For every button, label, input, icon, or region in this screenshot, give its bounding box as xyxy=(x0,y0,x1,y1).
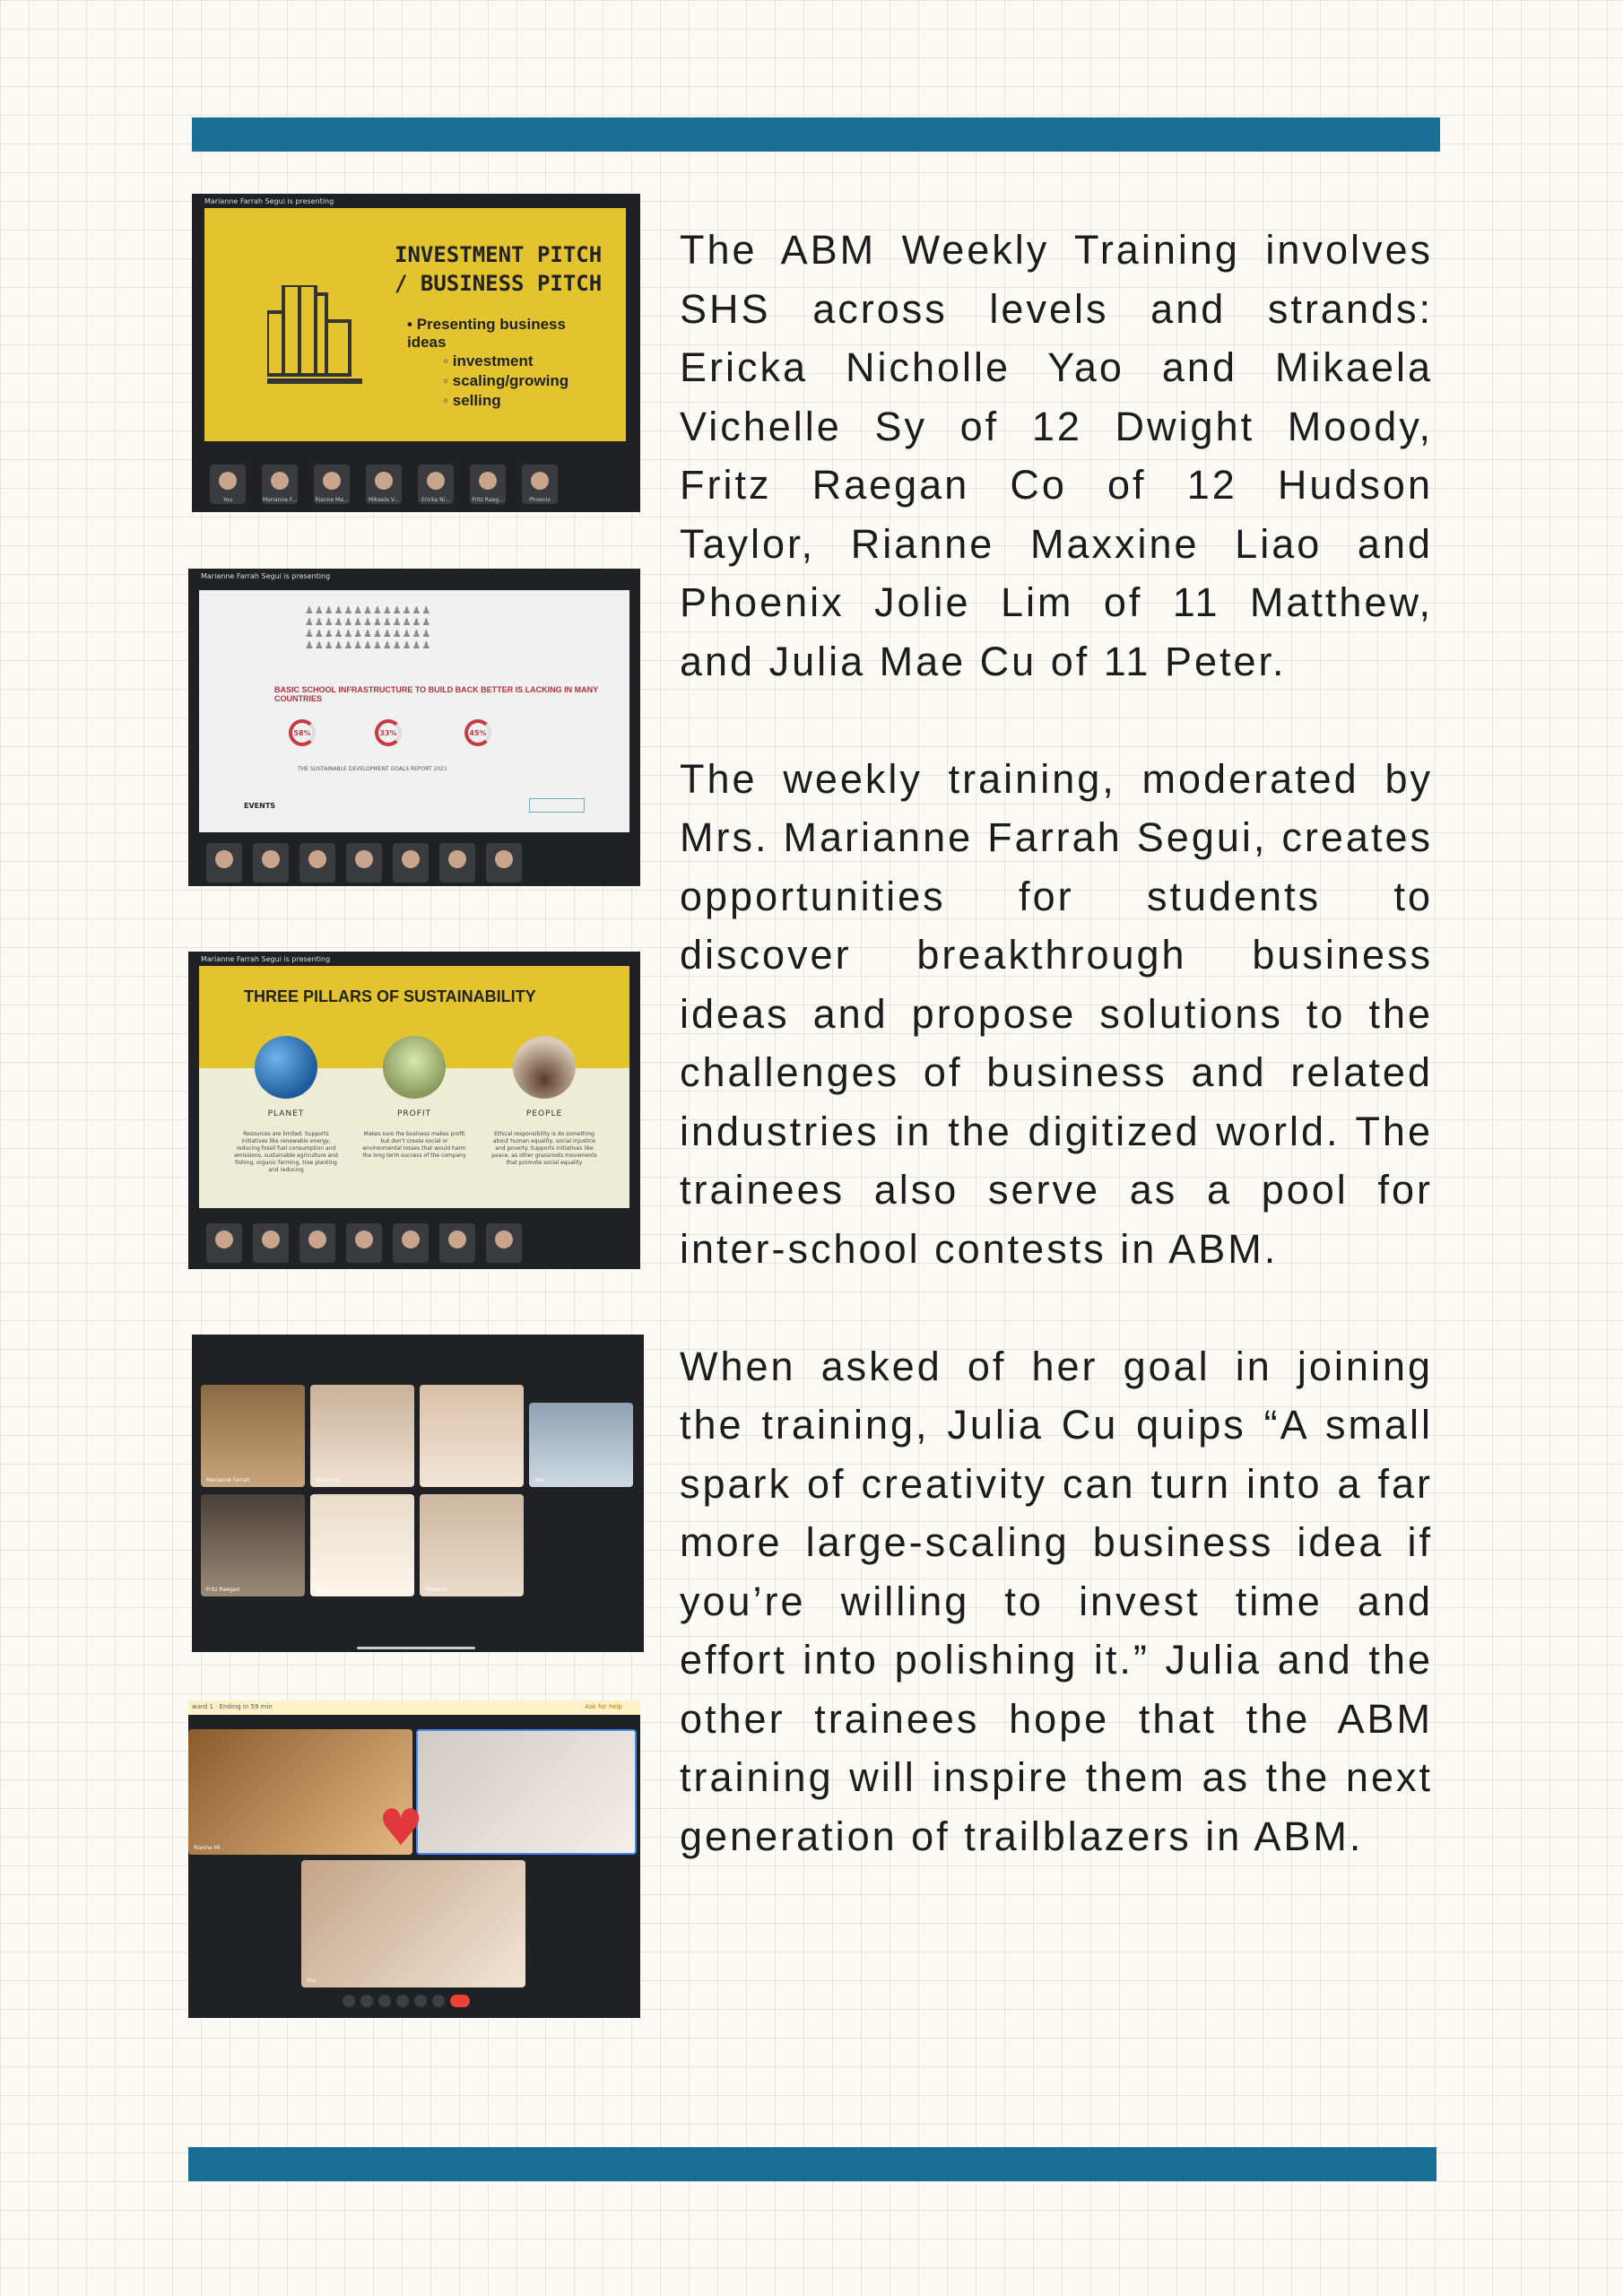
end-call-icon[interactable] xyxy=(450,1995,470,2007)
sub-bullet: ◦ selling xyxy=(443,391,604,411)
heart-icon: ♥ xyxy=(378,1799,424,1857)
video-tile[interactable]: You xyxy=(301,1860,525,1987)
participant-tile[interactable] xyxy=(299,1223,335,1263)
bottom-accent-bar xyxy=(188,2147,1436,2181)
participant-tile[interactable] xyxy=(206,843,242,883)
pitch-slide xyxy=(204,208,626,441)
video-tile[interactable] xyxy=(420,1385,524,1487)
article-paragraph: The ABM Weekly Training involves SHS across levels and strands: Ericka Nicholle Yao and Mikaela Vichelle Sy of 12 Dwight Moody, Fritz Raegan Co of 12 Hudson Taylor, Rianne Maxxine Liao and Phoenix Jolie Lim of 11 Matthew, and Julia Mae Cu of 11 Peter. xyxy=(680,227,1433,684)
presenter-text: Marianne Farrah Segui is presenting xyxy=(201,955,331,963)
video-tile[interactable]: You xyxy=(529,1403,633,1487)
participant-tile[interactable] xyxy=(439,843,475,883)
video-tile[interactable]: Fritz Raegan xyxy=(201,1494,305,1596)
participant-tile[interactable] xyxy=(486,1223,522,1263)
participant-tile[interactable] xyxy=(346,1223,382,1263)
participant-tile[interactable]: Marianne F... xyxy=(262,465,298,504)
closing-screenshot xyxy=(188,1700,640,2018)
hand-icon[interactable] xyxy=(396,1995,409,2007)
mic-icon[interactable] xyxy=(343,1995,355,2007)
stat-ring: 45% xyxy=(464,719,491,746)
slide-title: INVESTMENT PITCH / BUSINESS PITCH xyxy=(395,242,603,296)
participant-strip xyxy=(206,843,522,883)
sub-bullet: ◦ scaling/growing xyxy=(443,371,604,391)
gallery-screenshot xyxy=(192,1335,644,1652)
participant-tile[interactable] xyxy=(346,843,382,883)
events-label: EVENTS xyxy=(244,802,276,810)
participant-tile[interactable] xyxy=(206,1223,242,1263)
video-tile[interactable]: Rianne Mi.. xyxy=(188,1729,412,1855)
sustainability-screenshot xyxy=(188,952,640,1269)
participant-tile[interactable] xyxy=(393,1223,429,1263)
participant-tile[interactable]: Ericka Ni... xyxy=(418,465,454,504)
participant-tile[interactable] xyxy=(486,843,522,883)
slide-headline: BASIC SCHOOL INFRASTRUCTURE TO BUILD BACK BETTER IS LACKING IN MANY COUNTRIES xyxy=(274,685,599,703)
presenter-text: Marianne Farrah Segui is presenting xyxy=(201,572,331,580)
slide-bullets xyxy=(404,316,604,411)
participant-tile[interactable]: Rianne Ma... xyxy=(314,465,350,504)
source-text: THE SUSTAINABLE DEVELOPMENT GOALS REPORT 2021 xyxy=(298,766,447,772)
home-indicator xyxy=(357,1647,475,1649)
video-tile[interactable]: Marianne Farrah xyxy=(201,1385,305,1487)
sustainability-slide xyxy=(199,966,629,1208)
captions-icon[interactable] xyxy=(378,1995,391,2007)
globe-icon xyxy=(255,1036,317,1099)
pillar-profit: PROFIT Makes sure the business makes profit but don't create social or environmental losses that would harm the long term success of the company xyxy=(356,1036,473,1160)
books-icon xyxy=(267,285,375,384)
plant-icon xyxy=(383,1036,446,1099)
video-tile[interactable]: Lim xyxy=(310,1494,414,1596)
people-icon-grid: ♟♟♟♟♟♟♟♟♟♟♟♟♟ ♟♟♟♟♟♟♟♟♟♟♟♟♟ ♟♟♟♟♟♟♟♟♟♟♟♟♟ ♟♟♟♟♟♟♟♟♟♟♟♟♟ xyxy=(305,604,432,651)
participant-tile[interactable] xyxy=(253,1223,289,1263)
participant-tile[interactable]: You xyxy=(210,465,246,504)
pitch-screenshot xyxy=(192,194,640,512)
pillar-people: PEOPLE Ethical responsibility is do something about human equality, social injustice and poverty. Supports initiatives like peace, as other grassroots movements that promote social equality xyxy=(486,1036,603,1167)
camera-icon[interactable] xyxy=(360,1995,373,2007)
participant-tile[interactable]: Fritz Raeg... xyxy=(470,465,506,504)
article-paragraph: When asked of her goal in joining the training, Julia Cu quips “A small spark of creativity can turn into a far more large-scaling business idea if you’re willing to invest time and effort into polishing it.” Julia and the other trainees hope that the ABM training will inspire them as the next generation of trailblazers in ABM. xyxy=(680,1343,1433,1859)
video-tile[interactable]: Phoenix xyxy=(420,1494,524,1596)
slide-title: THREE PILLARS OF SUSTAINABILITY xyxy=(244,987,536,1005)
pillar-planet: PLANET Resources are limited. Supports initiatives like renewable energy, reducing fossil fuel consumption and emissions, sustainable agriculture and fishing, organic farming, tree planting and reducing xyxy=(228,1036,344,1174)
article-body xyxy=(680,221,1433,1925)
participant-strip xyxy=(210,465,558,504)
presenter-text: Marianne Farrah Segui is presenting xyxy=(204,197,334,205)
video-tile[interactable] xyxy=(416,1729,637,1855)
breakout-topbar: ward 1 · Ending in 59 min Ask for help xyxy=(188,1700,640,1715)
participant-tile[interactable]: Mikaela V... xyxy=(366,465,402,504)
participant-tile[interactable]: Phoenix xyxy=(522,465,558,504)
crowd-icon xyxy=(513,1036,576,1099)
participant-tile[interactable] xyxy=(393,843,429,883)
present-icon[interactable] xyxy=(414,1995,427,2007)
participant-tile[interactable] xyxy=(253,843,289,883)
stat-ring: 58% xyxy=(289,719,316,746)
slide-button[interactable] xyxy=(529,798,585,813)
infrastructure-screenshot xyxy=(188,569,640,886)
sub-bullet: ◦ investment xyxy=(443,352,604,371)
participant-strip xyxy=(206,1223,522,1263)
top-accent-bar xyxy=(192,117,1440,152)
main-bullet: • Presenting business ideas xyxy=(407,316,566,351)
participant-tile[interactable] xyxy=(439,1223,475,1263)
stat-ring: 33% xyxy=(375,719,402,746)
infrastructure-slide xyxy=(199,590,629,832)
more-icon[interactable] xyxy=(432,1995,445,2007)
participant-tile[interactable] xyxy=(299,843,335,883)
article-paragraph: The weekly training, moderated by Mrs. Marianne Farrah Segui, creates opportunities for students to discover breakthrough business ideas and propose solutions to the challenges of business and related industries in the digitized world. The trainees also serve as a pool for inter-school contests in ABM. xyxy=(680,755,1433,1272)
video-tile[interactable]: Ericka Ni... xyxy=(310,1385,414,1487)
